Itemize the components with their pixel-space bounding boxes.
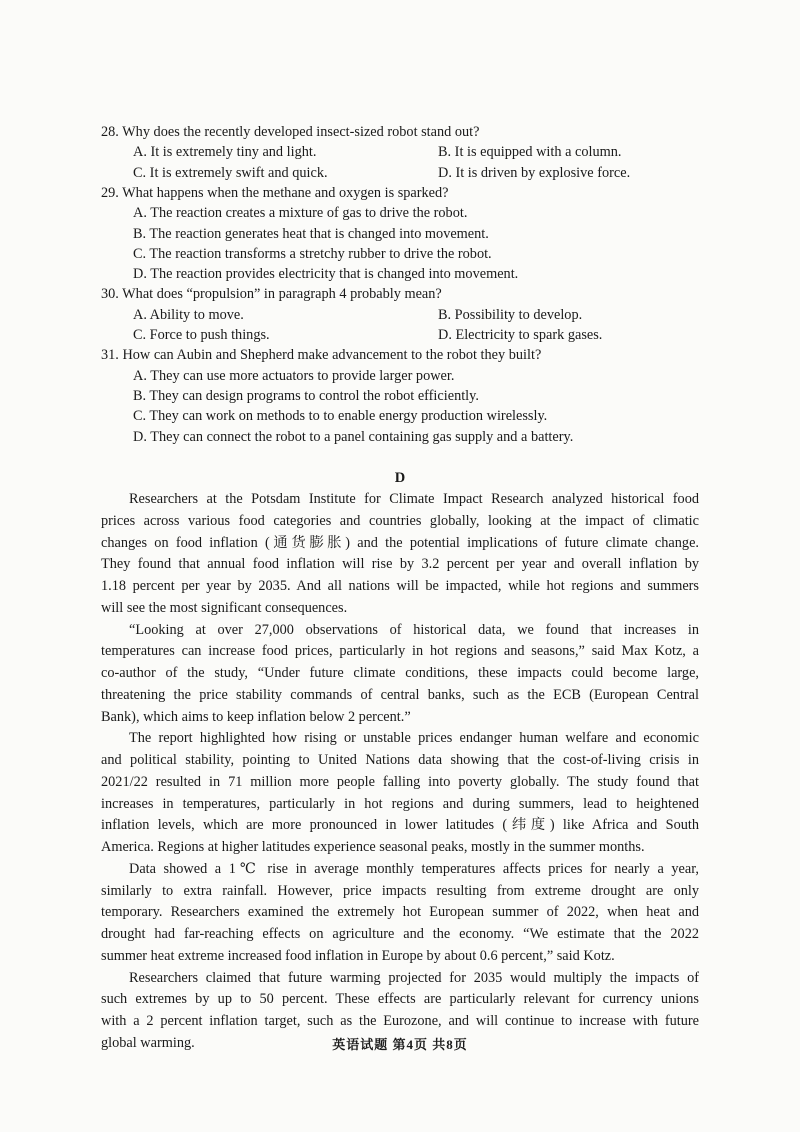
- section-heading: D: [394, 470, 406, 486]
- passage-line: prices across various food categories and countries globally, looking at the impact of climatic: [101, 512, 699, 529]
- passage-line: with a 2 percent inflation target, such as the Eurozone, and will continue to increase with future: [101, 1013, 699, 1029]
- passage-line: such extremes by up to 50 percent. These effects are particularly relevant for currency unions: [101, 991, 699, 1008]
- passage-line: and political stability, pointing to United Nations data showing that the cost-of-living crisis in: [101, 752, 699, 768]
- question-stem: 28. Why does the recently developed insect-sized robot stand out?: [101, 124, 480, 140]
- answer-option: A. The reaction creates a mixture of gas to drive the robot.: [133, 205, 468, 222]
- answer-option: C. It is extremely swift and quick.: [133, 164, 328, 181]
- passage-line: increases in temperatures, particularly in hot regions and during summers, lead to heightened: [101, 795, 699, 812]
- answer-option: C. They can work on methods to to enable energy production wirelessly.: [133, 408, 548, 425]
- passage-line: “Looking at over 27,000 observations of historical data, we found that increases in: [129, 621, 699, 638]
- reading-passage: [101, 489, 699, 1055]
- passage-line: temporary. Researchers examined the extremely hot European summer of 2022, when heat and: [101, 904, 699, 921]
- answer-option: C. Force to push things.: [133, 327, 270, 343]
- passage-line: changes on food inflation (通货膨胀) and the potential implications of future climate change.: [101, 534, 699, 551]
- passage-line: The report highlighted how rising or unstable prices endanger human welfare and economic: [129, 730, 699, 747]
- answer-option: D. They can connect the robot to a panel containing gas supply and a battery.: [133, 428, 574, 445]
- answer-option: B. It is equipped with a column.: [438, 144, 622, 161]
- answer-option: A. It is extremely tiny and light.: [133, 144, 317, 161]
- passage-line: temperatures can increase food prices, particularly in hot regions and seasons,” said Max Kotz, a: [101, 643, 699, 660]
- answer-option: A. Ability to move.: [133, 306, 244, 323]
- answer-option: D. It is driven by explosive force.: [438, 164, 631, 181]
- passage-line: Data showed a 1℃ rise in average monthly temperatures affects prices for nearly a year,: [129, 860, 699, 877]
- passage-line: global warming.: [101, 1034, 195, 1051]
- question-stem: 29. What happens when the methane and oxygen is sparked?: [101, 184, 449, 201]
- answer-option: B. The reaction generates heat that is changed into movement.: [133, 225, 489, 242]
- passage-line: drought had far-reaching effects on agriculture and the economy. “We estimate that the 2022: [101, 926, 699, 942]
- passage-line: Researchers at the Potsdam Institute for Climate Impact Research analyzed historical food: [129, 491, 699, 507]
- answer-option: A. They can use more actuators to provide larger power.: [133, 367, 455, 384]
- passage-line: inflation levels, which are more pronounced in lower latitudes (纬度) like Africa and South: [101, 817, 699, 834]
- passage-line: They found that annual food inflation will rise by 3.2 percent per year and overall inflation by: [101, 556, 699, 573]
- answer-option: C. The reaction transforms a stretchy rubber to drive the robot.: [133, 245, 492, 262]
- answer-option: D. The reaction provides electricity that is changed into movement.: [133, 266, 519, 283]
- answer-option: B. They can design programs to control the robot efficiently.: [133, 387, 479, 404]
- question-stem: 31. How can Aubin and Shepherd make advancement to the robot they built?: [101, 347, 542, 364]
- passage-line: Researchers claimed that future warming projected for 2035 would multiply the impacts of: [129, 969, 699, 986]
- passage-line: summer heat extreme increased food inflation in Europe by about 0.6 percent,” said Kotz.: [101, 947, 615, 964]
- answer-option: B. Possibility to develop.: [438, 306, 583, 323]
- passage-line: co-author of the study, “Under future climate conditions, these impacts could become large,: [101, 665, 699, 681]
- question-stem: 30. What does “propulsion” in paragraph 4 probably mean?: [101, 286, 442, 303]
- passage-line: 1.18 percent per year by 2035. And all nations will be impacted, while hot regions and summers: [101, 578, 699, 594]
- passage-line: will see the most significant consequences.: [101, 599, 348, 616]
- page-footer: 英语试题 第4页 共8页: [332, 1037, 468, 1052]
- passage-line: Bank), which aims to keep inflation below 2 percent.”: [101, 708, 411, 725]
- passage-line: threatening the price stability commands of central banks, such as the ECB (European Central: [101, 686, 699, 703]
- passage-line: similarly to extra rainfall. However, price impacts resulting from extreme drought are only: [101, 882, 699, 899]
- passage-line: 2021/22 resulted in 71 million more people falling into poverty globally. The study found that: [101, 773, 699, 790]
- answer-option: D. Electricity to spark gases.: [438, 327, 603, 343]
- passage-line: America. Regions at higher latitudes experience seasonal peaks, mostly in the summer months.: [101, 839, 645, 855]
